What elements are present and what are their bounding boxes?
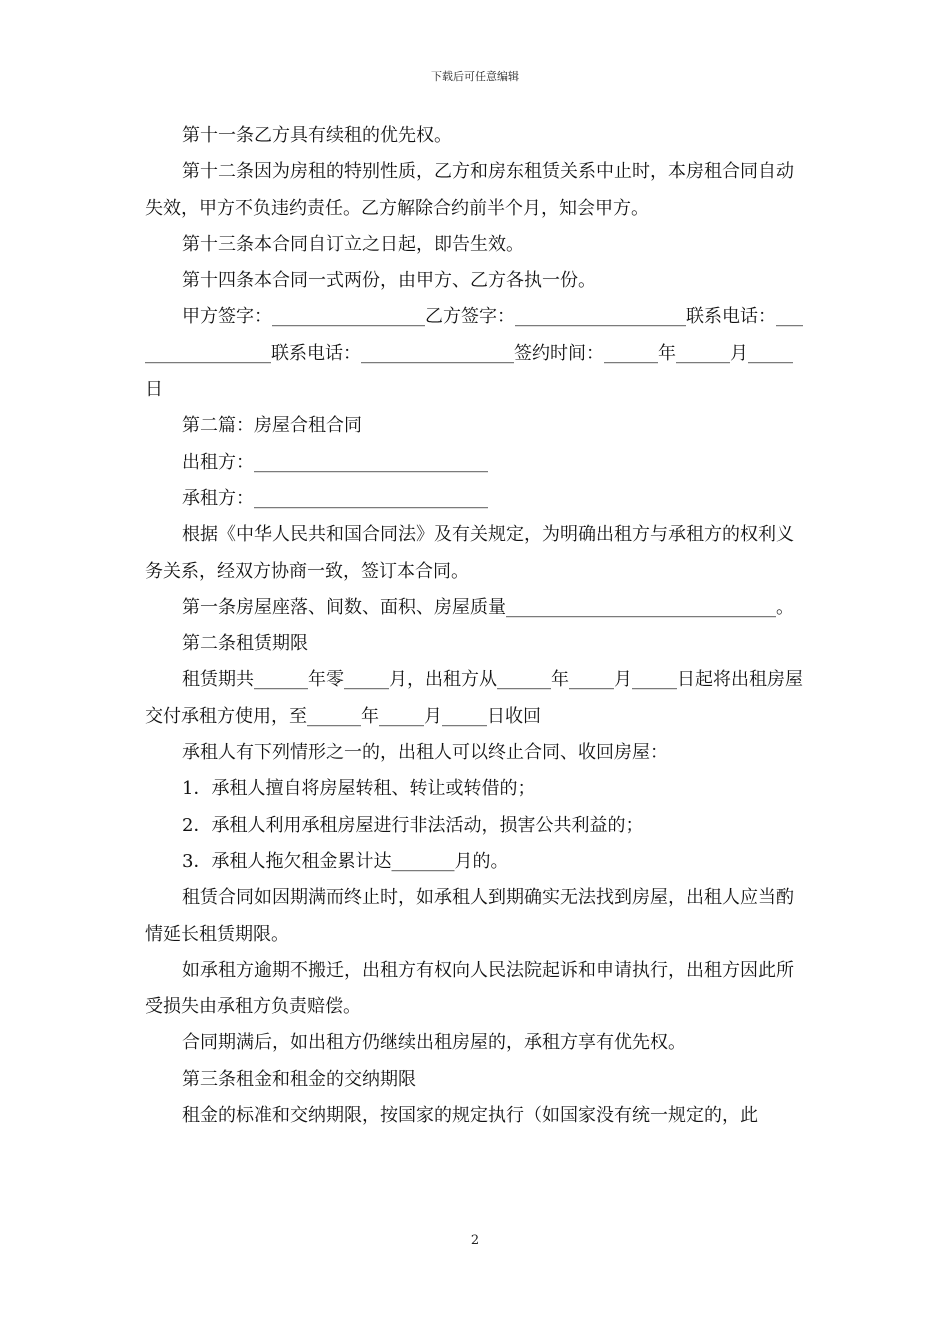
section-title: 第二篇：房屋合租合同 — [182, 415, 362, 437]
termination-intro: 承租人有下列情形之一的，出租人可以终止合同、收回房屋： — [182, 742, 668, 764]
lessee-line: 承租方：__________________________ — [182, 487, 488, 509]
lessor-line: 出租方：__________________________ — [182, 451, 488, 473]
clause-1-property: 第一条房屋座落、间数、面积、房屋质量______________________________。 — [182, 596, 794, 618]
lease-extension: 租赁合同如因期满而终止时，如承租人到期确实无法找到房屋，出租人应当酌情延长租赁期限。 — [145, 887, 794, 945]
termination-item-1: 1．承租人擅自将房屋转租、转让或转借的； — [182, 778, 536, 800]
page-header: 下载后可任意编辑 — [431, 70, 519, 83]
page-number: 2 — [470, 1233, 480, 1248]
termination-item-2: 2．承租人利用承租房屋进行非法活动，损害公共利益的； — [182, 814, 644, 836]
signature-block: 甲方签字：_________________乙方签字：___________________联系电话：_________________联系电话：_________________签约时间：______年______月_____日 — [145, 306, 803, 401]
article-12: 第十二条因为房租的特别性质，乙方和房东租赁关系中止时，本房租合同自动失效，甲方不负违约责任。乙方解除合约前半个月，知会甲方。 — [145, 161, 794, 219]
priority-right: 合同期满后，如出租方仍继续出租房屋的，承租方享有优先权。 — [182, 1032, 686, 1054]
termination-item-3: 3．承租人拖欠租金累计达_______月的。 — [182, 850, 509, 872]
article-13: 第十三条本合同自订立之日起，即告生效。 — [182, 233, 524, 255]
lease-term: 租赁期共______年零_____月，出租方从______年_____月_____日起将出租房屋交付承租方使用，至______年_____月_____日收回 — [145, 669, 803, 727]
clause-2-title: 第二条租赁期限 — [182, 633, 308, 655]
article-14: 第十四条本合同一式两份，由甲方、乙方各执一份。 — [182, 270, 596, 292]
article-11: 第十一条乙方具有续租的优先权。 — [182, 125, 452, 146]
rent-standard: 租金的标准和交纳期限，按国家的规定执行（如国家没有统一规定的，此 — [182, 1105, 758, 1127]
overdue-eviction: 如承租方逾期不搬迁，出租方有权向人民法院起诉和申请执行，出租方因此所受损失由承租方负责赔偿。 — [145, 959, 794, 1018]
clause-3-title: 第三条租金和租金的交纳期限 — [182, 1068, 416, 1090]
document-body — [145, 118, 808, 1134]
preamble: 根据《中华人民共和国合同法》及有关规定，为明确出租方与承租方的权利义务关系，经双方协商一致，签订本合同。 — [145, 524, 794, 582]
